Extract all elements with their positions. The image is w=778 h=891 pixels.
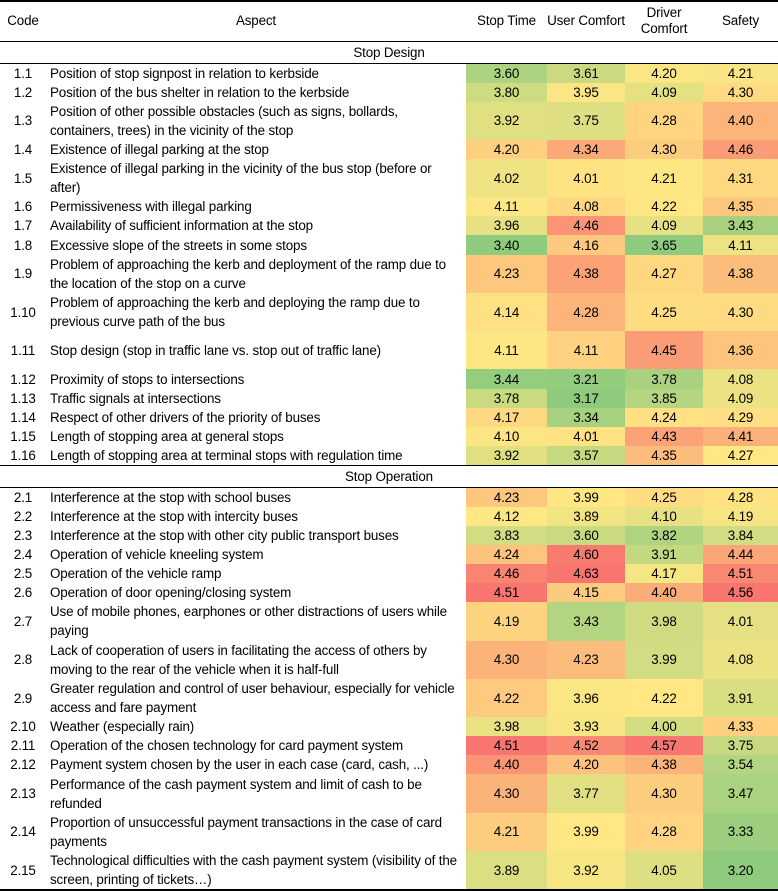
stop-time-value: 4.14 [466, 293, 547, 331]
section-row [0, 465, 778, 487]
row-aspect: Problem of approaching the kerb and deploying the ramp due to previous curve path of the bus [50, 295, 420, 329]
table-row [0, 679, 778, 717]
safety-value: 4.30 [703, 83, 778, 102]
driver-comfort-value: 4.24 [625, 408, 703, 427]
row-code: 2.12 [10, 757, 36, 773]
driver-comfort-value: 4.22 [625, 679, 703, 717]
user-comfort-value: 3.96 [547, 679, 625, 717]
user-comfort-value: 3.57 [547, 446, 625, 466]
row-aspect: Position of the bus shelter in relation to the kerbside [50, 84, 350, 100]
user-comfort-value: 3.60 [547, 526, 625, 545]
section-row [0, 41, 778, 63]
safety-value: 4.28 [703, 487, 778, 507]
table-row [0, 255, 778, 293]
safety-value: 4.30 [703, 293, 778, 331]
safety-value: 3.84 [703, 526, 778, 545]
row-aspect: Existence of illegal parking in the vicinity of the bus stop (before or after) [50, 161, 432, 196]
driver-comfort-value: 4.38 [625, 755, 703, 774]
row-aspect: Operation of vehicle kneeling system [50, 547, 264, 563]
safety-value: 3.54 [703, 755, 778, 774]
user-comfort-value: 3.75 [547, 102, 625, 140]
row-aspect: Interference at the stop with other city public transport buses [50, 527, 399, 543]
stop-time-value: 3.92 [466, 446, 547, 466]
row-code: 1.16 [10, 447, 36, 463]
table-row [0, 331, 778, 369]
stop-time-value: 3.98 [466, 717, 547, 736]
stop-time-value: 3.60 [466, 63, 547, 83]
table-row [0, 140, 778, 159]
safety-value: 4.08 [703, 369, 778, 388]
row-aspect: Availability of sufficient information at the stop [50, 218, 313, 234]
row-aspect: Existence of illegal parking at the stop [50, 141, 269, 157]
table-row [0, 736, 778, 755]
stop-time-value: 3.40 [466, 235, 547, 254]
row-aspect: Technological difficulties with the cash payment system (visibility of the screen, printing of tickets…) [46, 851, 466, 890]
table-row [0, 235, 778, 254]
stop-time-value: 4.20 [466, 140, 547, 159]
user-comfort-value: 4.23 [547, 641, 625, 679]
row-aspect: Length of stopping area at general stops [50, 428, 284, 444]
row-aspect: Lack of cooperation of users in facilitating the access of others by moving to the rear of the vehicle when it is half-full [50, 642, 427, 677]
driver-comfort-value: 4.20 [625, 63, 703, 83]
user-comfort-value: 3.99 [547, 813, 625, 851]
driver-comfort-value: 3.98 [625, 602, 703, 640]
stop-time-value: 4.24 [466, 545, 547, 564]
safety-value: 3.91 [703, 679, 778, 717]
stop-time-value: 4.11 [466, 197, 547, 216]
row-aspect: Permissiveness with illegal parking [50, 199, 252, 215]
header-stop-time: Stop Time [477, 13, 536, 29]
user-comfort-value: 4.38 [547, 255, 625, 293]
user-comfort-value: 4.52 [547, 736, 625, 755]
user-comfort-value: 3.34 [547, 408, 625, 427]
table-row [0, 446, 778, 466]
row-code: 1.10 [10, 304, 36, 320]
stop-time-value: 4.19 [466, 602, 547, 640]
driver-comfort-value: 4.25 [625, 293, 703, 331]
row-code: 2.14 [10, 824, 36, 840]
stop-time-value: 4.12 [466, 507, 547, 526]
user-comfort-value: 3.92 [547, 851, 625, 890]
stop-time-value: 4.17 [466, 408, 547, 427]
row-aspect: Position of stop signpost in relation to kerbside [50, 65, 319, 81]
table-row [0, 369, 778, 388]
stop-time-value: 3.78 [466, 389, 547, 408]
row-aspect: Operation of the chosen technology for card payment system [50, 738, 404, 754]
row-aspect: Proximity of stops to intersections [50, 371, 245, 387]
row-aspect: Length of stopping area at terminal stops with regulation time [50, 447, 403, 463]
stop-time-value: 4.10 [466, 427, 547, 446]
table-row [0, 774, 778, 812]
row-aspect: Respect of other drivers of the priority of buses [50, 409, 321, 425]
safety-value: 4.56 [703, 583, 778, 602]
driver-comfort-value: 4.43 [625, 427, 703, 446]
safety-value: 4.31 [703, 159, 778, 197]
user-comfort-value: 4.60 [547, 545, 625, 564]
row-code: 1.1 [13, 65, 33, 81]
table-row [0, 507, 778, 526]
table-row [0, 293, 778, 331]
row-code: 2.2 [13, 508, 33, 524]
header-row [0, 1, 778, 41]
row-code: 1.6 [13, 199, 33, 215]
row-code: 2.9 [13, 690, 33, 706]
driver-comfort-value: 4.28 [625, 813, 703, 851]
stop-time-value: 4.11 [466, 331, 547, 369]
safety-value: 3.20 [703, 851, 778, 890]
stop-time-value: 4.30 [466, 641, 547, 679]
driver-comfort-value: 3.82 [625, 526, 703, 545]
stop-time-value: 3.89 [466, 851, 547, 890]
driver-comfort-value: 3.91 [625, 545, 703, 564]
table-row [0, 389, 778, 408]
header-safety: Safety [721, 13, 760, 29]
safety-value: 4.51 [703, 564, 778, 583]
safety-value: 4.41 [703, 427, 778, 446]
table-row [0, 641, 778, 679]
stop-time-value: 4.02 [466, 159, 547, 197]
user-comfort-value: 3.95 [547, 83, 625, 102]
driver-comfort-value: 4.10 [625, 507, 703, 526]
row-code: 1.3 [13, 113, 33, 129]
row-code: 2.3 [13, 527, 33, 543]
user-comfort-value: 3.17 [547, 389, 625, 408]
user-comfort-value: 4.34 [547, 140, 625, 159]
user-comfort-value: 4.46 [547, 216, 625, 235]
driver-comfort-value: 4.09 [625, 216, 703, 235]
stop-time-value: 4.30 [466, 774, 547, 812]
row-code: 1.12 [10, 371, 36, 387]
driver-comfort-value: 4.45 [625, 331, 703, 369]
stop-time-value: 4.51 [466, 736, 547, 755]
driver-comfort-value: 4.25 [625, 487, 703, 507]
stop-time-value: 3.44 [466, 369, 547, 388]
section-title: Stop Operation [0, 465, 778, 487]
row-code: 1.9 [13, 266, 33, 282]
driver-comfort-value: 4.00 [625, 717, 703, 736]
row-code: 2.7 [13, 613, 33, 629]
row-code: 1.15 [10, 428, 36, 444]
driver-comfort-value: 4.27 [625, 255, 703, 293]
table-row [0, 564, 778, 583]
stop-time-value: 3.83 [466, 526, 547, 545]
stop-time-value: 4.23 [466, 487, 547, 507]
safety-value: 4.01 [703, 602, 778, 640]
row-code: 1.2 [13, 84, 33, 100]
table-row [0, 197, 778, 216]
stop-time-value: 4.22 [466, 679, 547, 717]
section-title: Stop Design [0, 41, 778, 63]
row-code: 1.7 [13, 218, 33, 234]
header-user-comfort: User Comfort [547, 13, 625, 29]
user-comfort-value: 4.16 [547, 235, 625, 254]
user-comfort-value: 4.11 [547, 331, 625, 369]
safety-value: 4.46 [703, 140, 778, 159]
row-code: 2.15 [0, 851, 46, 890]
safety-value: 4.09 [703, 389, 778, 408]
stop-time-value: 4.23 [466, 255, 547, 293]
row-aspect: Operation of the vehicle ramp [50, 566, 222, 582]
table-row [0, 408, 778, 427]
header-aspect: Aspect [235, 13, 277, 29]
row-code: 1.5 [13, 170, 33, 186]
table-row [0, 755, 778, 774]
header-driver-comfort: Driver Comfort [640, 5, 688, 37]
driver-comfort-value: 4.21 [625, 159, 703, 197]
safety-value: 4.19 [703, 507, 778, 526]
driver-comfort-value: 3.85 [625, 389, 703, 408]
row-aspect: Payment system chosen by the user in each case (card, cash, ...) [50, 757, 429, 773]
driver-comfort-value: 4.30 [625, 774, 703, 812]
driver-comfort-value: 3.99 [625, 641, 703, 679]
stop-time-value: 3.96 [466, 216, 547, 235]
driver-comfort-value: 4.35 [625, 446, 703, 466]
row-code: 2.13 [10, 786, 36, 802]
safety-value: 4.27 [703, 446, 778, 466]
row-aspect: Stop design (stop in traffic lane vs. stop out of traffic lane) [50, 342, 381, 358]
table-row [0, 487, 778, 507]
user-comfort-value: 4.63 [547, 564, 625, 583]
user-comfort-value: 4.01 [547, 159, 625, 197]
row-aspect: Proportion of unsuccessful payment transactions in the case of card payments [50, 814, 442, 849]
row-code: 2.4 [13, 547, 33, 563]
table-row [0, 717, 778, 736]
driver-comfort-value: 4.22 [625, 197, 703, 216]
user-comfort-value: 4.28 [547, 293, 625, 331]
driver-comfort-value: 3.78 [625, 369, 703, 388]
safety-value: 4.40 [703, 102, 778, 140]
user-comfort-value: 4.01 [547, 427, 625, 446]
row-code: 1.8 [13, 237, 33, 253]
table-row [0, 83, 778, 102]
safety-value: 3.33 [703, 813, 778, 851]
user-comfort-value: 3.77 [547, 774, 625, 812]
row-aspect: Problem of approaching the kerb and deployment of the ramp due to the location of the stop on a curve [50, 256, 446, 291]
safety-value: 4.38 [703, 255, 778, 293]
row-aspect: Performance of the cash payment system and limit of cash to be refunded [50, 776, 422, 811]
safety-value: 4.33 [703, 717, 778, 736]
safety-value: 3.43 [703, 216, 778, 235]
stop-time-value: 4.21 [466, 813, 547, 851]
driver-comfort-value: 4.05 [625, 851, 703, 890]
safety-value: 4.35 [703, 197, 778, 216]
safety-value: 3.47 [703, 774, 778, 812]
user-comfort-value: 3.43 [547, 602, 625, 640]
stop-time-value: 3.80 [466, 83, 547, 102]
driver-comfort-value: 4.09 [625, 83, 703, 102]
table-row [0, 159, 778, 197]
row-code: 2.5 [13, 566, 33, 582]
row-code: 2.1 [13, 489, 33, 505]
row-code: 2.11 [10, 738, 36, 754]
user-comfort-value: 3.21 [547, 369, 625, 388]
row-code: 1.14 [10, 409, 36, 425]
safety-value: 4.29 [703, 408, 778, 427]
user-comfort-value: 4.15 [547, 583, 625, 602]
table-row [0, 813, 778, 851]
user-comfort-value: 4.08 [547, 197, 625, 216]
header-code: Code [7, 13, 39, 29]
row-aspect: Excessive slope of the streets in some stops [50, 237, 307, 253]
table-row [0, 216, 778, 235]
safety-value: 4.44 [703, 545, 778, 564]
driver-comfort-value: 4.57 [625, 736, 703, 755]
safety-value: 3.75 [703, 736, 778, 755]
row-code: 1.11 [10, 342, 36, 358]
row-aspect: Traffic signals at intersections [50, 390, 221, 406]
table-row [0, 545, 778, 564]
row-code: 1.13 [10, 390, 36, 406]
stop-time-value: 4.51 [466, 583, 547, 602]
stop-time-value: 4.40 [466, 755, 547, 774]
row-aspect: Position of other possible obstacles (such as signs, bollards, containers, trees) in the vicinity of the stop [50, 103, 398, 138]
user-comfort-value: 4.20 [547, 755, 625, 774]
stop-time-value: 4.46 [466, 564, 547, 583]
safety-value: 4.21 [703, 63, 778, 83]
row-aspect: Operation of door opening/closing system [50, 585, 292, 601]
user-comfort-value: 3.99 [547, 487, 625, 507]
row-code: 1.4 [13, 141, 33, 157]
driver-comfort-value: 4.17 [625, 564, 703, 583]
row-code: 2.10 [10, 719, 36, 735]
row-aspect: Weather (especially rain) [50, 719, 195, 735]
table-row [0, 63, 778, 83]
table-row [0, 427, 778, 446]
driver-comfort-value: 4.30 [625, 140, 703, 159]
row-code: 2.6 [13, 585, 33, 601]
safety-value: 4.11 [703, 235, 778, 254]
driver-comfort-value: 4.40 [625, 583, 703, 602]
user-comfort-value: 3.89 [547, 507, 625, 526]
table-row [0, 526, 778, 545]
row-aspect: Use of mobile phones, earphones or other distractions of users while paying [50, 604, 447, 639]
table-row [0, 583, 778, 602]
user-comfort-value: 3.61 [547, 63, 625, 83]
table-row [0, 851, 778, 890]
driver-comfort-value: 3.65 [625, 235, 703, 254]
stop-time-value: 3.92 [466, 102, 547, 140]
safety-value: 4.36 [703, 331, 778, 369]
user-comfort-value: 3.93 [547, 717, 625, 736]
row-aspect: Interference at the stop with school buses [50, 489, 291, 505]
row-code: 2.8 [13, 652, 33, 668]
table-row [0, 602, 778, 640]
row-aspect: Interference at the stop with intercity buses [50, 508, 298, 524]
driver-comfort-value: 4.28 [625, 102, 703, 140]
table-row [0, 102, 778, 140]
safety-value: 4.08 [703, 641, 778, 679]
row-aspect: Greater regulation and control of user behaviour, especially for vehicle access and fare payment [50, 681, 455, 716]
